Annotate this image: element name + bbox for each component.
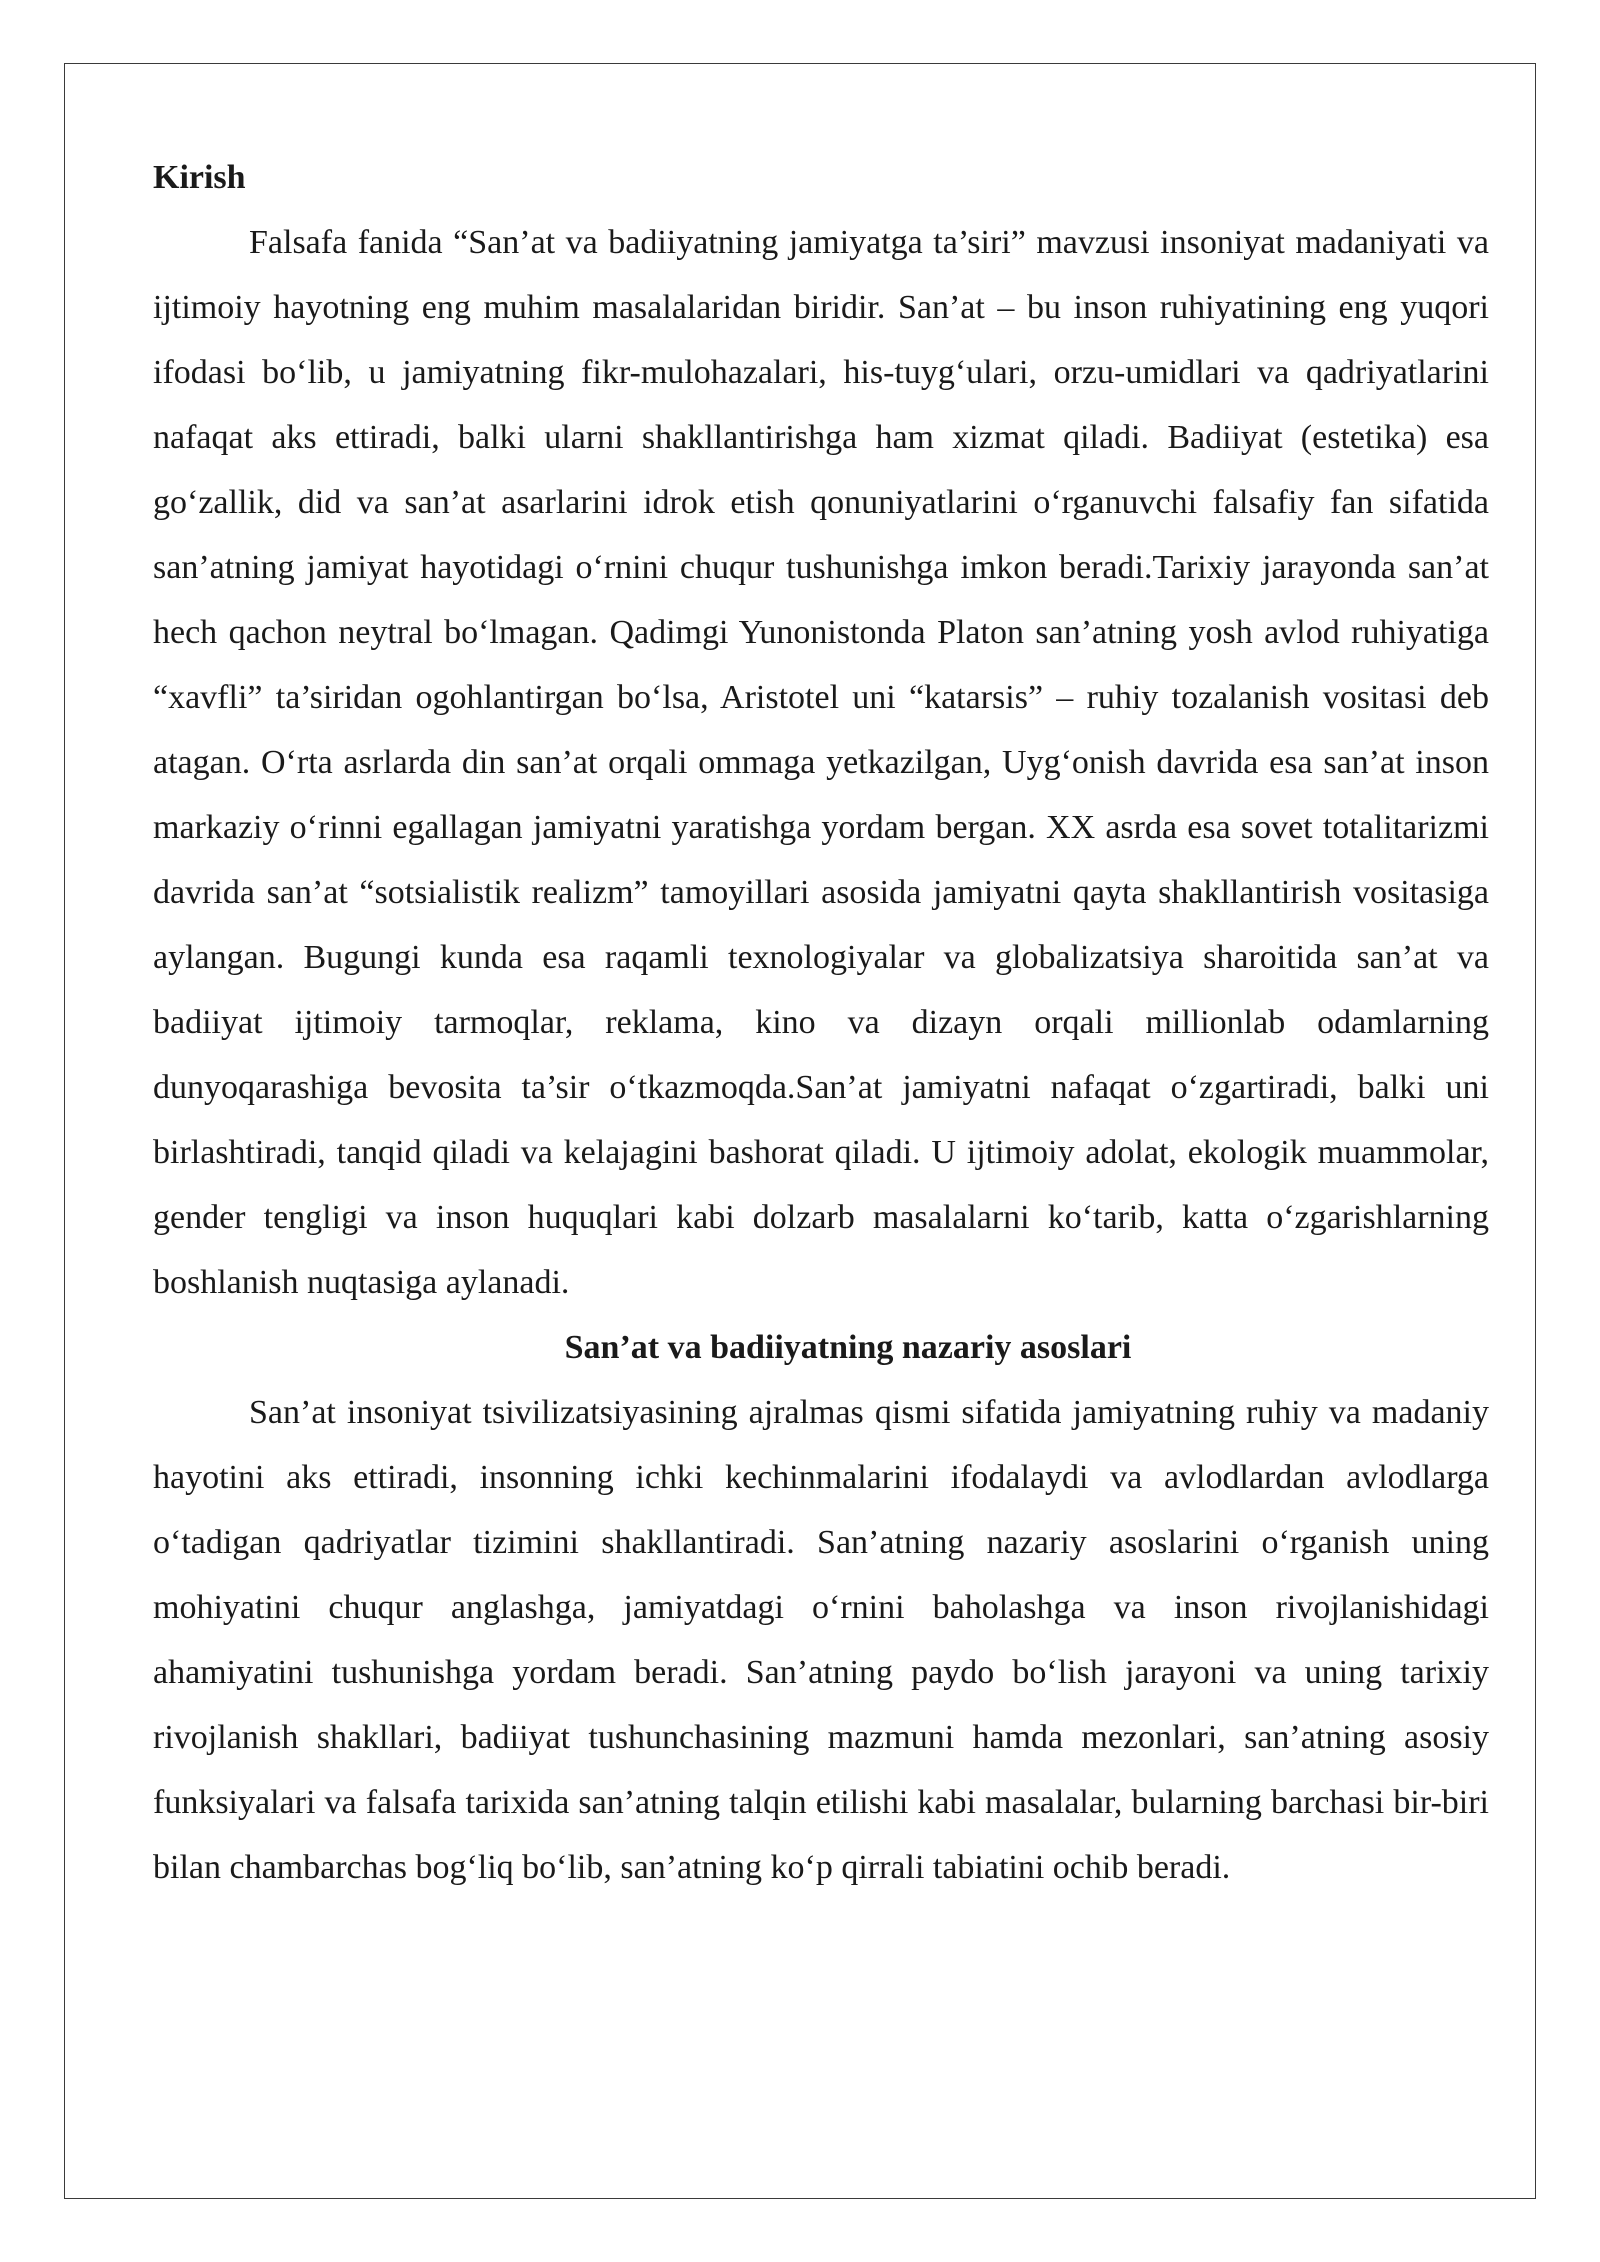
section-heading-theory: San’at va badiiyatning nazariy asoslari [564, 1329, 1132, 1366]
document-body [153, 145, 1489, 1900]
section-heading-kirish: Kirish [153, 159, 246, 196]
intro-paragraph: Falsafa fanida “San’at va badiiyatning jamiyatga ta’siri” mavzusi insoniyat madaniyati va ijtimoiy hayotning eng muhim masalalaridan biridir. San’at – bu inson ruhiyatining eng yuqori ifodasi bo‘lib, u jamiyatning fikr-mulohazalari, his-tuyg‘ulari, orzu-umidlari va qadriyatlarini nafaqat aks ettiradi, balki ularni shakllantirishga ham xizmat qiladi. Badiiyat (estetika) esa go‘zallik, did va san’at asarlarini idrok etish qonuniyatlarini o‘rganuvchi falsafiy fan sifatida san’atning jamiyat hayotidagi o‘rnini chuqur tushunishga imkon beradi.Tarixiy jarayonda san’at hech qachon neytral bo‘lmagan. Qadimgi Yunonistonda Platon san’atning yosh avlod ruhiyatiga “xavfli” ta’siridan ogohlantirgan bo‘lsa, Aristotel uni “katarsis” – ruhiy tozalanish vositasi deb atagan. O‘rta asrlarda din san’at orqali ommaga yetkazilgan, Uyg‘onish davrida esa san’at inson markaziy o‘rinni egallagan jamiyatni yaratishga yordam bergan. XX asrda esa sovet totalitarizmi davrida san’at “sotsialistik realizm” tamoyillari asosida jamiyatni qayta shakllantirish vositasiga aylangan. Bugungi kunda esa raqamli texnologiyalar va globalizatsiya sharoitida san’at va badiiyat ijtimoiy tarmoqlar, reklama, kino va dizayn orqali millionlab odamlarning dunyoqarashiga bevosita ta’sir o‘tkazmoqda.San’at jamiyatni nafaqat o‘zgartiradi, balki uni birlashtiradi, tanqid qiladi va kelajagini bashorat qiladi. U ijtimoiy adolat, ekologik muammolar, gender tengligi va inson huquqlari kabi dolzarb masalalarni ko‘tarib, katta o‘zgarishlarning boshlanish nuqtasiga aylanadi. [153, 224, 1489, 1301]
theory-paragraph: San’at insoniyat tsivilizatsiyasining ajralmas qismi sifatida jamiyatning ruhiy va madaniy hayotini aks ettiradi, insonning ichki kechinmalarini ifodalaydi va avlodlardan avlodlarga o‘tadigan qadriyatlar tizimini shakllantiradi. San’atning nazariy asoslarini o‘rganish uning mohiyatini chuqur anglashga, jamiyatdagi o‘rnini baholashga va inson rivojlanishidagi ahamiyatini tushunishga yordam beradi. San’atning paydo bo‘lish jarayoni va uning tarixiy rivojlanish shakllari, badiiyat tushunchasining mazmuni hamda mezonlari, san’atning asosiy funksiyalari va falsafa tarixida san’atning talqin etilishi kabi masalalar, bularning barchasi bir-biri bilan chambarchas bog‘liq bo‘lib, san’atning ko‘p qirrali tabiatini ochib beradi. [153, 1394, 1489, 1886]
